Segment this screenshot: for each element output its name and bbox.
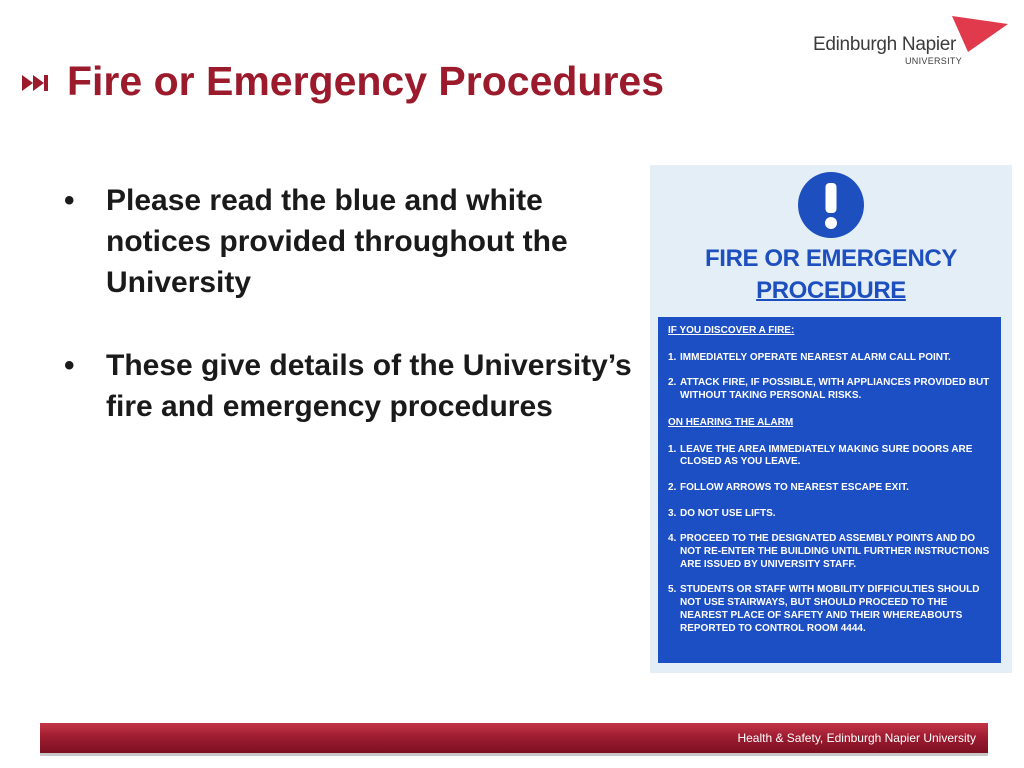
instruction-text: IMMEDIATELY OPERATE NEAREST ALARM CALL POINT. xyxy=(680,351,951,363)
instruction-item xyxy=(668,377,993,402)
footer-bar xyxy=(40,723,988,756)
logo-subtitle: UNIVERSITY xyxy=(905,56,963,66)
section-heading: IF YOU DISCOVER A FIRE: xyxy=(668,325,795,336)
instruction-text: FOLLOW ARROWS TO NEAREST ESCAPE EXIT. xyxy=(680,481,909,493)
university-logo xyxy=(808,14,1013,74)
exclamation-icon xyxy=(797,171,865,239)
instruction-item xyxy=(668,482,993,495)
instruction-text: PROCEED TO THE DESIGNATED ASSEMBLY POINTS AND DO NOT RE-ENTER THE BUILDING UNTIL FURTHER INSTRUCTIONS ARE ISSUED BY UNIVERSITY STAFF. xyxy=(680,533,990,570)
notice-title-procedure: PROCEDURE xyxy=(756,277,906,304)
instruction-number: 2. xyxy=(668,377,677,389)
instruction-number: 4. xyxy=(668,533,677,545)
instruction-text: DO NOT USE LIFTS. xyxy=(680,507,776,519)
bullet-list xyxy=(62,180,642,469)
bullet-dot-icon: • xyxy=(64,349,75,382)
double-chevron-right-icon xyxy=(20,73,50,93)
bullet-text: These give details of the University’s fire and emergency procedures xyxy=(106,349,632,423)
instruction-item xyxy=(668,533,993,571)
instruction-item xyxy=(668,352,993,365)
instruction-number: 1. xyxy=(668,443,677,455)
instruction-number: 2. xyxy=(668,481,677,493)
bullet-text: Please read the blue and white notices provided throughout the University xyxy=(106,184,568,299)
instruction-number: 1. xyxy=(668,351,677,363)
instruction-text: ATTACK FIRE, IF POSSIBLE, WITH APPLIANCES PROVIDED BUT WITHOUT TAKING PERSONAL RISKS. xyxy=(680,377,990,402)
instruction-text: STUDENTS OR STAFF WITH MOBILITY DIFFICULTIES SHOULD NOT USE STAIRWAYS, BUT SHOULD PROCEED TO THE NEAREST PLACE OF SAFETY AND THEIR WHEREABOUTS REPORTED TO CONTROL ROOM 4444. xyxy=(680,584,980,634)
section-heading: ON HEARING THE ALARM xyxy=(668,416,794,428)
bullet-item xyxy=(62,180,642,303)
notice-instructions-panel xyxy=(658,317,1001,663)
notice-title: FIRE OR EMERGENCY xyxy=(705,245,957,272)
instruction-item xyxy=(668,584,993,635)
footer-text: Health & Safety, Edinburgh Napier University xyxy=(737,731,976,745)
instruction-item xyxy=(668,508,993,521)
bullet-dot-icon: • xyxy=(64,184,75,217)
instruction-text: LEAVE THE AREA IMMEDIATELY MAKING SURE DOORS ARE CLOSED AS YOU LEAVE. xyxy=(680,443,973,468)
logo-name: Edinburgh Napier xyxy=(813,34,957,55)
logo-flag-icon xyxy=(950,14,1010,54)
instruction-number: 5. xyxy=(668,584,677,596)
instruction-item xyxy=(668,444,993,469)
instruction-number: 3. xyxy=(668,507,677,519)
fire-notice-image xyxy=(650,165,1012,673)
bullet-item xyxy=(62,345,642,427)
slide-title: Fire or Emergency Procedures xyxy=(67,58,665,104)
